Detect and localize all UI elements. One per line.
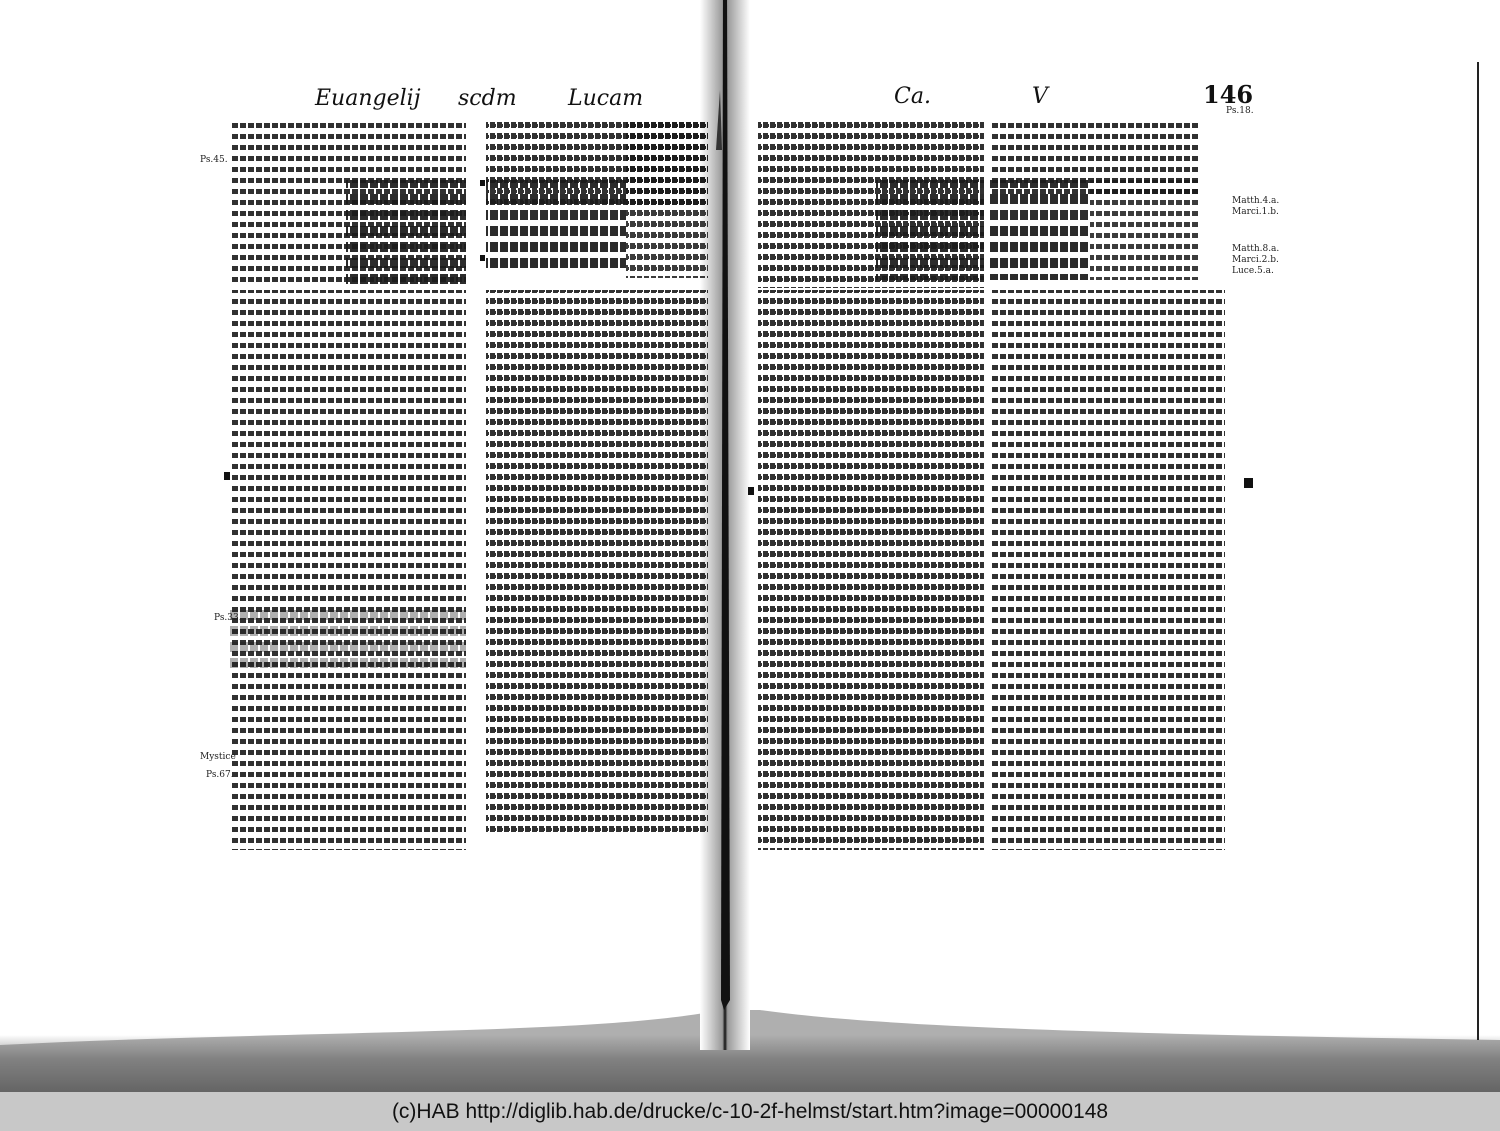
image-credit-text: (c)HAB http://diglib.hab.de/drucke/c-10-2f-helmst/start.htm?image=00000148 xyxy=(391,1099,1109,1123)
running-head-right-1: Ca. xyxy=(894,84,931,109)
running-head-left-1: Euangelij xyxy=(315,86,421,111)
margin-note-left: Ps.33. xyxy=(214,613,242,623)
folio-number: 146 xyxy=(1203,80,1254,109)
margin-note-right: Matth.8.a. xyxy=(1232,244,1280,254)
running-head-right-2: V xyxy=(1032,84,1048,109)
margin-note-right: Marci.1.b. xyxy=(1232,207,1279,217)
margin-note-left: Ps.67. xyxy=(206,770,234,780)
margin-note-right: Luce.5.a. xyxy=(1232,266,1274,276)
running-head-left-2: scdm xyxy=(458,86,517,111)
margin-note-right: Matth.4.a. xyxy=(1232,196,1280,206)
running-head-left-3: Lucam xyxy=(568,86,644,111)
margin-note-right: Ps.18. xyxy=(1226,106,1254,116)
image-credit-bar xyxy=(0,1092,1500,1131)
margin-note-right: Marci.2.b. xyxy=(1232,255,1279,265)
margin-note-left: Mystice xyxy=(200,752,236,762)
margin-note-left: Ps.45. xyxy=(200,155,228,165)
